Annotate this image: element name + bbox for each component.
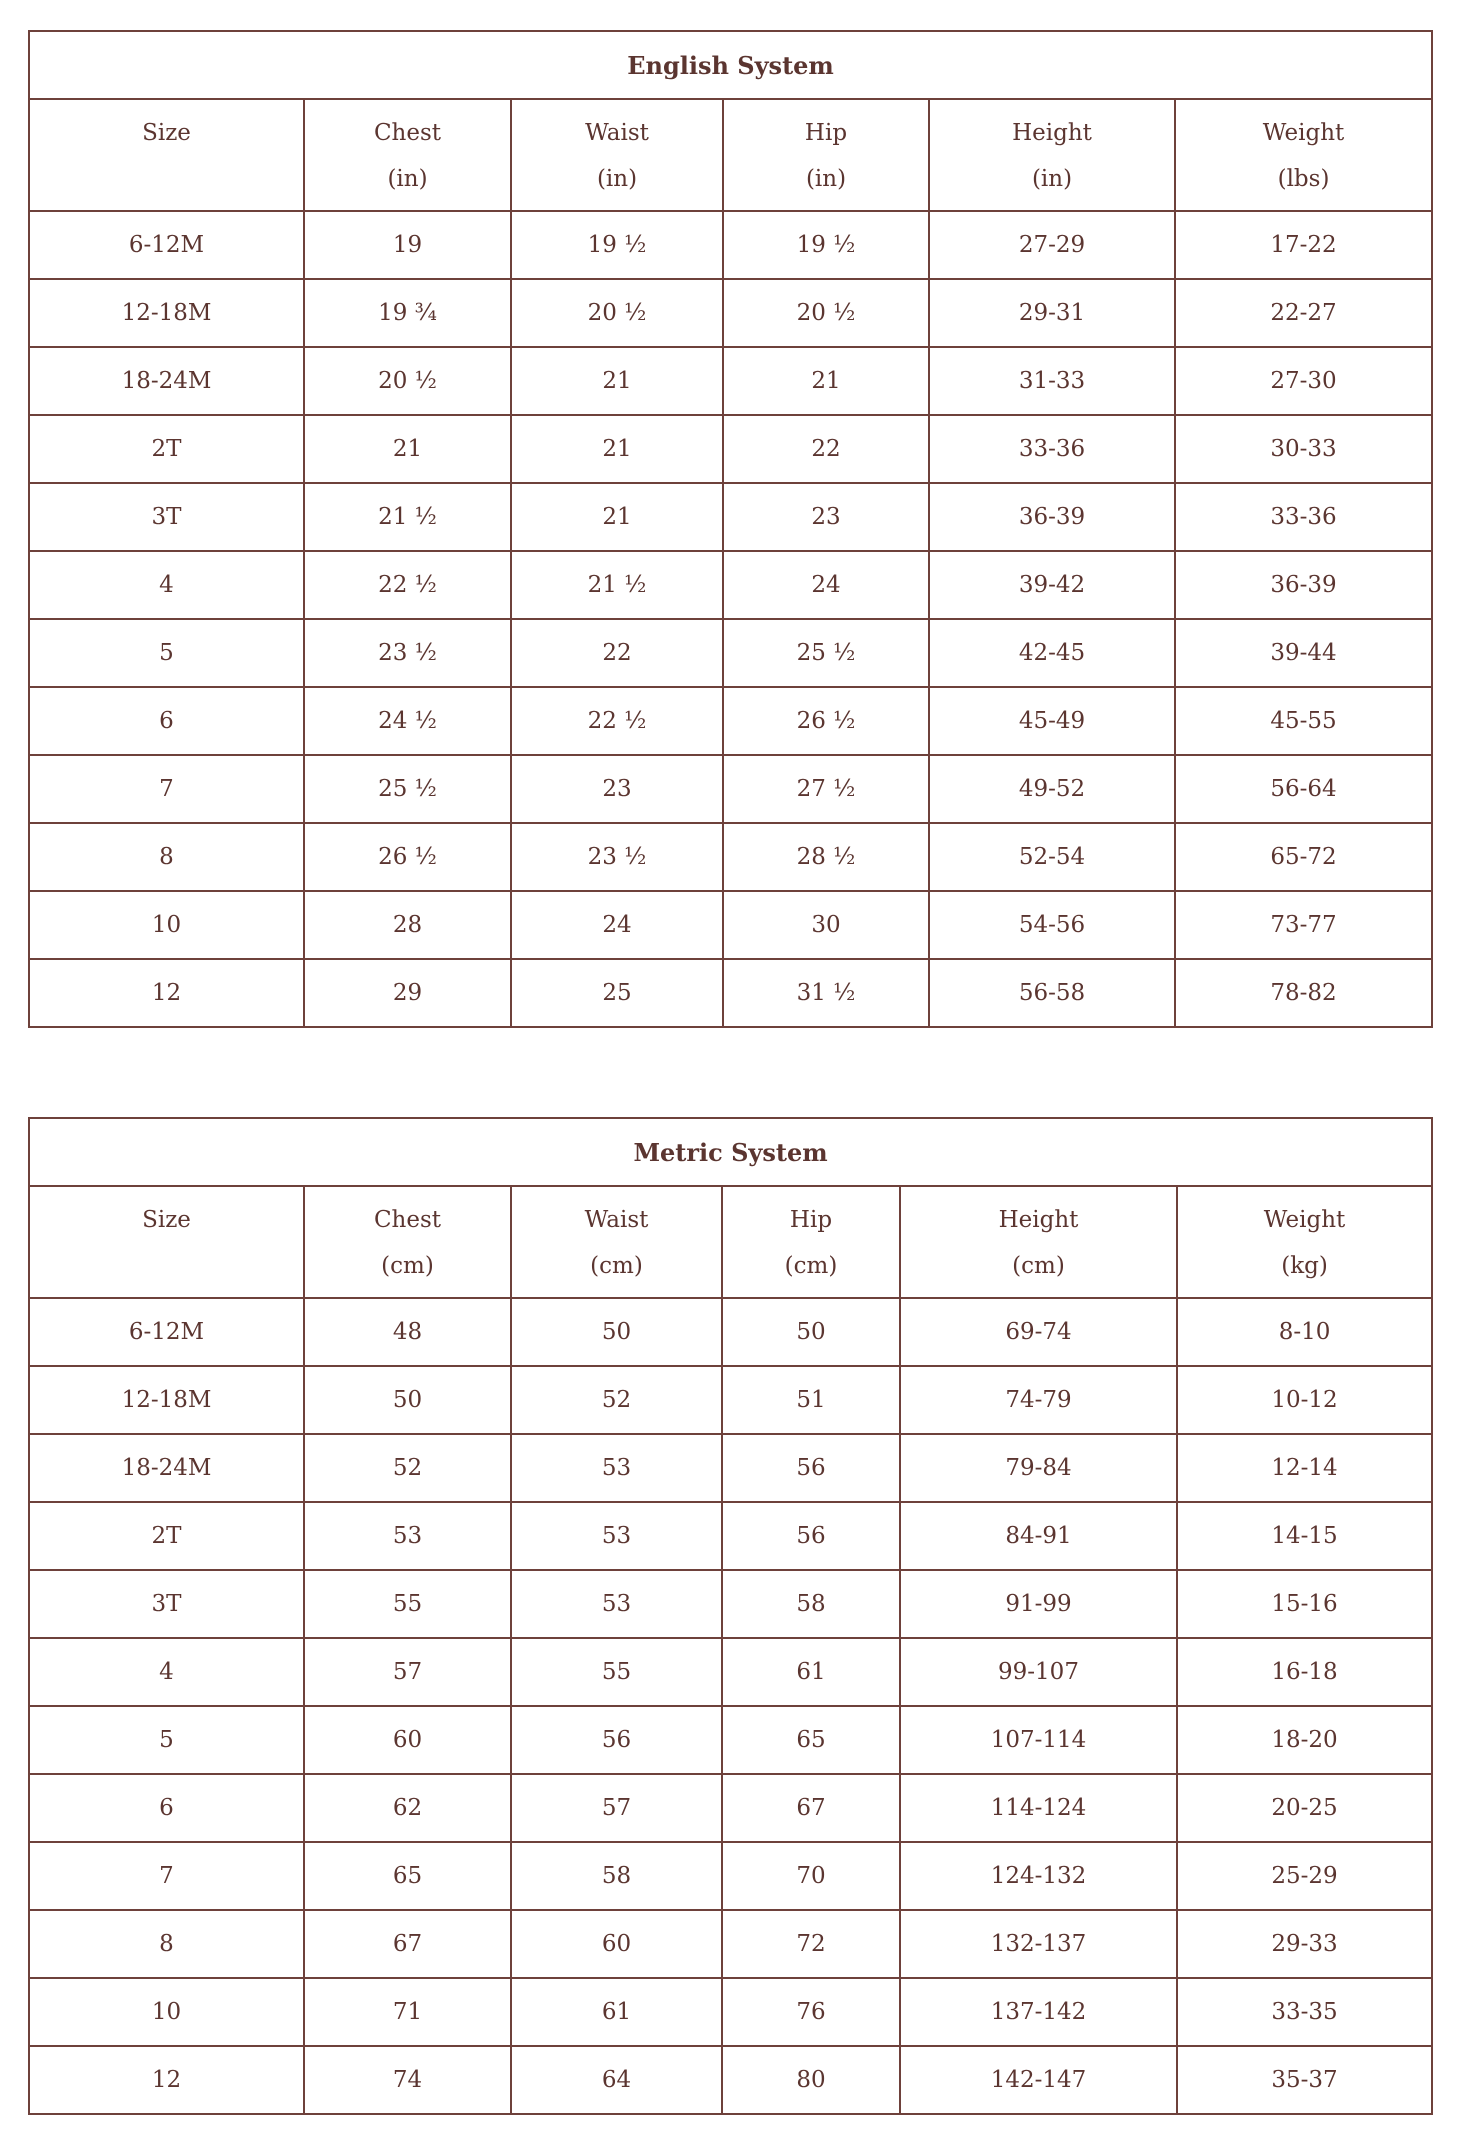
table-cell: 19 ½ bbox=[511, 211, 723, 279]
column-header-unit: (kg) bbox=[1281, 1253, 1328, 1279]
table-cell: 33-35 bbox=[1177, 1978, 1432, 2046]
column-header-label: Weight bbox=[1263, 1207, 1346, 1233]
metric-table-title: Metric System bbox=[29, 1118, 1432, 1186]
table-cell: 6-12M bbox=[29, 1298, 304, 1366]
table-cell: 21 bbox=[304, 415, 511, 483]
column-header-waist bbox=[511, 99, 723, 211]
table-header-row bbox=[29, 1186, 1432, 1298]
table-cell: 29 bbox=[304, 959, 511, 1027]
column-header-label: Chest bbox=[373, 1207, 442, 1233]
table-row bbox=[29, 2046, 1432, 2114]
column-header-unit: (in) bbox=[596, 166, 638, 192]
column-header-unit: (lbs) bbox=[1277, 166, 1330, 192]
table-cell: 6 bbox=[29, 1774, 304, 1842]
table-cell: 57 bbox=[304, 1638, 511, 1706]
table-cell: 21 ½ bbox=[304, 483, 511, 551]
table-row bbox=[29, 891, 1432, 959]
column-header-chest bbox=[304, 1186, 511, 1298]
table-cell: 18-24M bbox=[29, 347, 304, 415]
table-cell: 8-10 bbox=[1177, 1298, 1432, 1366]
column-header-label: Height bbox=[998, 1207, 1079, 1233]
column-header-unit: (in) bbox=[805, 166, 847, 192]
table-cell: 50 bbox=[511, 1298, 722, 1366]
column-header-unit: (cm) bbox=[1012, 1253, 1065, 1279]
table-row bbox=[29, 1570, 1432, 1638]
table-cell: 65 bbox=[722, 1706, 900, 1774]
column-header-chest bbox=[304, 99, 511, 211]
table-cell: 12 bbox=[29, 2046, 304, 2114]
table-row bbox=[29, 1774, 1432, 1842]
table-cell: 69-74 bbox=[900, 1298, 1177, 1366]
english-table-title: English System bbox=[29, 31, 1432, 99]
table-cell: 36-39 bbox=[929, 483, 1175, 551]
table-cell: 30-33 bbox=[1175, 415, 1432, 483]
table-cell: 33-36 bbox=[929, 415, 1175, 483]
column-header-label: Hip bbox=[804, 120, 848, 146]
column-header-label: Size bbox=[142, 1207, 191, 1233]
table-cell: 20 ½ bbox=[304, 347, 511, 415]
table-cell: 30 bbox=[723, 891, 929, 959]
table-cell: 60 bbox=[304, 1706, 511, 1774]
table-row bbox=[29, 1910, 1432, 1978]
column-header-label: Height bbox=[1012, 120, 1092, 146]
table-cell: 99-107 bbox=[900, 1638, 1177, 1706]
table-cell: 78-82 bbox=[1175, 959, 1432, 1027]
table-cell: 24 ½ bbox=[304, 687, 511, 755]
table-cell: 65 bbox=[304, 1842, 511, 1910]
table-cell: 10 bbox=[29, 891, 304, 959]
column-header-weight bbox=[1175, 99, 1432, 211]
table-cell: 72 bbox=[722, 1910, 900, 1978]
table-cell: 18-20 bbox=[1177, 1706, 1432, 1774]
table-cell: 23 bbox=[511, 755, 723, 823]
table-row bbox=[29, 1842, 1432, 1910]
table-cell: 12-18M bbox=[29, 279, 304, 347]
table-cell: 12 bbox=[29, 959, 304, 1027]
table-cell: 28 ½ bbox=[723, 823, 929, 891]
column-header-hip bbox=[723, 99, 929, 211]
table-cell: 25-29 bbox=[1177, 1842, 1432, 1910]
table-cell: 29-33 bbox=[1177, 1910, 1432, 1978]
table-cell: 73-77 bbox=[1175, 891, 1432, 959]
table-cell: 39-44 bbox=[1175, 619, 1432, 687]
table-cell: 67 bbox=[304, 1910, 511, 1978]
table-cell: 6-12M bbox=[29, 211, 304, 279]
table-row bbox=[29, 415, 1432, 483]
table-cell: 7 bbox=[29, 1842, 304, 1910]
table-row bbox=[29, 619, 1432, 687]
table-cell: 61 bbox=[722, 1638, 900, 1706]
table-cell: 2T bbox=[29, 415, 304, 483]
table-cell: 56-64 bbox=[1175, 755, 1432, 823]
table-cell: 16-18 bbox=[1177, 1638, 1432, 1706]
table-cell: 12-14 bbox=[1177, 1434, 1432, 1502]
table-cell: 64 bbox=[511, 2046, 722, 2114]
column-header-size bbox=[29, 1186, 304, 1298]
table-cell: 22 bbox=[723, 415, 929, 483]
table-cell: 26 ½ bbox=[304, 823, 511, 891]
column-header-weight bbox=[1177, 1186, 1432, 1298]
table-cell: 70 bbox=[722, 1842, 900, 1910]
table-cell: 76 bbox=[722, 1978, 900, 2046]
table-cell: 20 ½ bbox=[723, 279, 929, 347]
table-cell: 21 ½ bbox=[511, 551, 723, 619]
table-cell: 28 bbox=[304, 891, 511, 959]
column-header-label: Hip bbox=[789, 1207, 833, 1233]
table-cell: 8 bbox=[29, 823, 304, 891]
table-cell: 54-56 bbox=[929, 891, 1175, 959]
column-header-unit: (cm) bbox=[381, 1253, 434, 1279]
table-cell: 14-15 bbox=[1177, 1502, 1432, 1570]
table-cell: 60 bbox=[511, 1910, 722, 1978]
table-cell: 56 bbox=[722, 1502, 900, 1570]
table-cell: 4 bbox=[29, 551, 304, 619]
table-cell: 31 ½ bbox=[723, 959, 929, 1027]
table-cell: 39-42 bbox=[929, 551, 1175, 619]
table-row bbox=[29, 347, 1432, 415]
column-header-size bbox=[29, 99, 304, 211]
table-cell: 23 bbox=[723, 483, 929, 551]
table-cell: 67 bbox=[722, 1774, 900, 1842]
table-cell: 19 ¾ bbox=[304, 279, 511, 347]
column-header-label: Waist bbox=[584, 1207, 649, 1233]
table-cell: 24 bbox=[723, 551, 929, 619]
table-cell: 36-39 bbox=[1175, 551, 1432, 619]
table-cell: 71 bbox=[304, 1978, 511, 2046]
table-row bbox=[29, 687, 1432, 755]
table-cell: 18-24M bbox=[29, 1434, 304, 1502]
table-row bbox=[29, 1978, 1432, 2046]
table-cell: 22 ½ bbox=[511, 687, 723, 755]
table-cell: 62 bbox=[304, 1774, 511, 1842]
table-cell: 25 ½ bbox=[304, 755, 511, 823]
column-header-height bbox=[900, 1186, 1177, 1298]
table-cell: 25 ½ bbox=[723, 619, 929, 687]
table-cell: 91-99 bbox=[900, 1570, 1177, 1638]
table-cell: 114-124 bbox=[900, 1774, 1177, 1842]
table-cell: 57 bbox=[511, 1774, 722, 1842]
table-cell: 42-45 bbox=[929, 619, 1175, 687]
table-cell: 56-58 bbox=[929, 959, 1175, 1027]
column-header-label: Chest bbox=[373, 120, 442, 146]
table-cell: 65-72 bbox=[1175, 823, 1432, 891]
table-cell: 21 bbox=[511, 347, 723, 415]
column-header-waist bbox=[511, 1186, 722, 1298]
table-title-row bbox=[29, 1118, 1432, 1186]
table-cell: 23 ½ bbox=[304, 619, 511, 687]
table-row bbox=[29, 959, 1432, 1027]
column-header-height bbox=[929, 99, 1175, 211]
english-table-body bbox=[29, 211, 1432, 1027]
table-cell: 4 bbox=[29, 1638, 304, 1706]
table-cell: 80 bbox=[722, 2046, 900, 2114]
table-cell: 21 bbox=[723, 347, 929, 415]
table-cell: 2T bbox=[29, 1502, 304, 1570]
column-header-label: Size bbox=[142, 120, 191, 146]
table-cell: 33-36 bbox=[1175, 483, 1432, 551]
column-header-label: Waist bbox=[585, 120, 649, 146]
column-header-label: Weight bbox=[1262, 120, 1345, 146]
table-cell: 24 bbox=[511, 891, 723, 959]
english-size-table bbox=[28, 30, 1433, 1028]
table-cell: 22 ½ bbox=[304, 551, 511, 619]
table-cell: 26 ½ bbox=[723, 687, 929, 755]
table-cell: 29-31 bbox=[929, 279, 1175, 347]
table-row bbox=[29, 1366, 1432, 1434]
table-cell: 8 bbox=[29, 1910, 304, 1978]
table-cell: 15-16 bbox=[1177, 1570, 1432, 1638]
column-header-unit: (in) bbox=[387, 166, 428, 192]
table-cell: 50 bbox=[722, 1298, 900, 1366]
table-cell: 53 bbox=[511, 1570, 722, 1638]
table-cell: 31-33 bbox=[929, 347, 1175, 415]
table-cell: 45-55 bbox=[1175, 687, 1432, 755]
table-row bbox=[29, 551, 1432, 619]
table-cell: 142-147 bbox=[900, 2046, 1177, 2114]
table-cell: 53 bbox=[304, 1502, 511, 1570]
table-cell: 74 bbox=[304, 2046, 511, 2114]
table-cell: 56 bbox=[722, 1434, 900, 1502]
table-cell: 51 bbox=[722, 1366, 900, 1434]
metric-size-table bbox=[28, 1117, 1433, 2115]
table-cell: 56 bbox=[511, 1706, 722, 1774]
table-cell: 22 bbox=[511, 619, 723, 687]
table-row bbox=[29, 1638, 1432, 1706]
table-row bbox=[29, 1502, 1432, 1570]
column-header-unit: (cm) bbox=[590, 1253, 643, 1279]
table-cell: 3T bbox=[29, 483, 304, 551]
table-cell: 52 bbox=[304, 1434, 511, 1502]
table-cell: 52 bbox=[511, 1366, 722, 1434]
table-cell: 35-37 bbox=[1177, 2046, 1432, 2114]
table-row bbox=[29, 1434, 1432, 1502]
table-row bbox=[29, 483, 1432, 551]
table-cell: 58 bbox=[511, 1842, 722, 1910]
table-cell: 5 bbox=[29, 1706, 304, 1774]
table-cell: 61 bbox=[511, 1978, 722, 2046]
table-cell: 58 bbox=[722, 1570, 900, 1638]
column-header-hip bbox=[722, 1186, 900, 1298]
table-cell: 10-12 bbox=[1177, 1366, 1432, 1434]
table-cell: 27-29 bbox=[929, 211, 1175, 279]
table-cell: 10 bbox=[29, 1978, 304, 2046]
table-cell: 21 bbox=[511, 483, 723, 551]
column-header-unit: (in) bbox=[1031, 166, 1073, 192]
table-cell: 6 bbox=[29, 687, 304, 755]
table-cell: 19 bbox=[304, 211, 511, 279]
table-cell: 27 ½ bbox=[723, 755, 929, 823]
column-header-unit: (cm) bbox=[784, 1253, 838, 1279]
table-cell: 20-25 bbox=[1177, 1774, 1432, 1842]
metric-table-body bbox=[29, 1298, 1432, 2114]
table-row bbox=[29, 755, 1432, 823]
table-cell: 124-132 bbox=[900, 1842, 1177, 1910]
table-cell: 74-79 bbox=[900, 1366, 1177, 1434]
table-cell: 52-54 bbox=[929, 823, 1175, 891]
table-row bbox=[29, 211, 1432, 279]
table-cell: 12-18M bbox=[29, 1366, 304, 1434]
table-cell: 50 bbox=[304, 1366, 511, 1434]
table-cell: 21 bbox=[511, 415, 723, 483]
table-row bbox=[29, 1298, 1432, 1366]
table-cell: 22-27 bbox=[1175, 279, 1432, 347]
table-cell: 53 bbox=[511, 1502, 722, 1570]
table-cell: 27-30 bbox=[1175, 347, 1432, 415]
table-cell: 84-91 bbox=[900, 1502, 1177, 1570]
table-cell: 25 bbox=[511, 959, 723, 1027]
table-row bbox=[29, 823, 1432, 891]
table-cell: 23 ½ bbox=[511, 823, 723, 891]
table-cell: 17-22 bbox=[1175, 211, 1432, 279]
table-cell: 45-49 bbox=[929, 687, 1175, 755]
table-cell: 107-114 bbox=[900, 1706, 1177, 1774]
table-cell: 132-137 bbox=[900, 1910, 1177, 1978]
table-cell: 48 bbox=[304, 1298, 511, 1366]
table-cell: 5 bbox=[29, 619, 304, 687]
table-cell: 19 ½ bbox=[723, 211, 929, 279]
table-title-row bbox=[29, 31, 1432, 99]
table-cell: 20 ½ bbox=[511, 279, 723, 347]
table-cell: 55 bbox=[511, 1638, 722, 1706]
table-row bbox=[29, 1706, 1432, 1774]
table-cell: 137-142 bbox=[900, 1978, 1177, 2046]
table-cell: 7 bbox=[29, 755, 304, 823]
table-cell: 49-52 bbox=[929, 755, 1175, 823]
table-cell: 79-84 bbox=[900, 1434, 1177, 1502]
table-header-row bbox=[29, 99, 1432, 211]
table-cell: 55 bbox=[304, 1570, 511, 1638]
table-row bbox=[29, 279, 1432, 347]
table-cell: 3T bbox=[29, 1570, 304, 1638]
table-cell: 53 bbox=[511, 1434, 722, 1502]
